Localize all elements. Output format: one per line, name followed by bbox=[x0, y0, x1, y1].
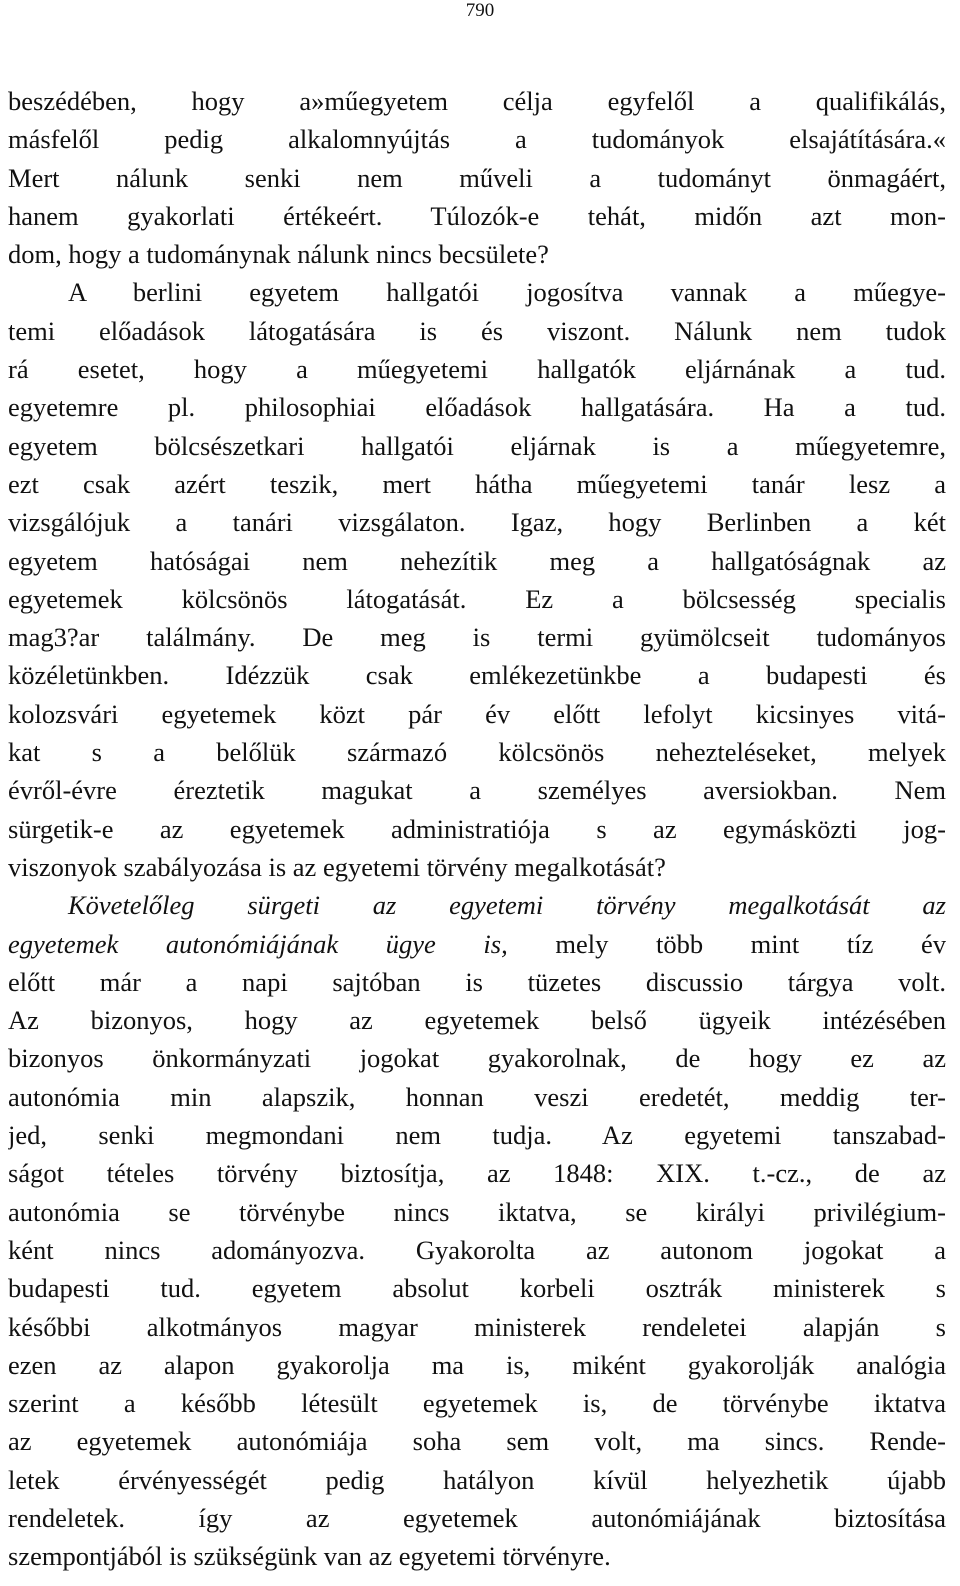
text-line: temi előadások látogatására is és viszont. Nálunk nem tudok bbox=[8, 315, 946, 346]
text-line: A berlini egyetem hallgatói jogosítva vannak a műegye- bbox=[68, 277, 946, 308]
text-line: egyetem bölcsészetkari hallgatói eljárnak is a műegyetemre, bbox=[8, 430, 946, 461]
text-line: kat s a belőlük származó kölcsönös nehezteléseket, melyek bbox=[8, 737, 946, 768]
text-line: mag3?ar találmány. De meg is termi gyümölcseit tudományos bbox=[8, 622, 946, 653]
text-line: rendeletek. így az egyetemek autonómiájának biztosítása bbox=[8, 1502, 946, 1533]
body-text bbox=[8, 82, 946, 1576]
text-line: jed, senki megmondani nem tudja. Az egyetemi tanszabad- bbox=[8, 1120, 946, 1151]
text-line: vizsgálójuk a tanári vizsgálaton. Igaz, hogy Berlinben a két bbox=[8, 507, 946, 538]
text-line: hanem gyakorlati értékeért. Túlozók-e tehát, midőn azt mon- bbox=[8, 200, 946, 231]
text-line: sürgetik-e az egyetemek administratiója s az egymásközti jog- bbox=[8, 813, 946, 844]
text-line: szempontjából is szükségünk van az egyetemi törvényre. bbox=[8, 1541, 611, 1572]
text-line: autonómia min alapszik, honnan veszi eredetét, meddig ter- bbox=[8, 1081, 946, 1112]
text-line: budapesti tud. egyetem absolut korbeli osztrák ministerek s bbox=[8, 1273, 946, 1304]
text-line: ként nincs adományozva. Gyakorolta az autonom jogokat a bbox=[8, 1234, 946, 1265]
text-line: letek érvényességét pedig hatályon kívül helyezhetik újabb bbox=[8, 1464, 946, 1495]
text-line: autonómia se törvénybe nincs iktatva, se királyi privilégium- bbox=[8, 1196, 946, 1227]
text-line: bizonyos önkormányzati jogokat gyakorolnak, de hogy ez az bbox=[8, 1043, 946, 1074]
text-line: egyetemek kölcsönös látogatását. Ez a bölcsesség specialis bbox=[8, 583, 946, 614]
text-line: kolozsvári egyetemek közt pár év előtt lefolyt kicsinyes vitá- bbox=[8, 698, 946, 729]
text-line: egyetemre pl. philosophiai előadások hallgatására. Ha a tud. bbox=[8, 392, 946, 423]
text-line: egyetemek autonómiájának ügye is, mely több mint tíz év bbox=[8, 928, 946, 959]
text-line: szerint a később létesült egyetemek is, de törvénybe iktatva bbox=[8, 1388, 946, 1419]
text-line: Mert nálunk senki nem műveli a tudományt önmagáért, bbox=[8, 162, 946, 193]
text-line: beszédében, hogy a»műegyetem célja egyfelől a qualifikálás, bbox=[8, 86, 946, 116]
text-line: dom, hogy a tudománynak nálunk nincs becsülete? bbox=[8, 239, 549, 270]
italic-text: egyetemek autonómiájának ügye is, bbox=[8, 928, 508, 959]
text-line: ságot tételes törvény biztosítja, az 1848: XIX. t.-cz., de az bbox=[8, 1158, 946, 1189]
text-line: az egyetemek autonómiája soha sem volt, ma sincs. Rende- bbox=[8, 1426, 946, 1457]
text-line: közéletünkben. Idézzük csak emlékezetünkbe a budapesti és bbox=[8, 660, 946, 691]
text-line: évről-évre éreztetik magukat a személyes aversiokban. Nem bbox=[8, 775, 946, 806]
text-line bbox=[8, 886, 946, 924]
text-line: későbbi alkotmányos magyar ministerek rendeletei alapján s bbox=[8, 1311, 946, 1342]
text-line: ezen az alapon gyakorolja ma is, miként gyakorolják analógia bbox=[8, 1349, 946, 1380]
page-number: 790 bbox=[465, 0, 495, 21]
text-line: viszonyok szabályozása is az egyetemi törvény megalkotását? bbox=[8, 851, 666, 882]
text-line: rá esetet, hogy a műegyetemi hallgatók eljárnának a tud. bbox=[8, 354, 946, 385]
text-line: ezt csak azért teszik, mert hátha műegyetemi tanár lesz a bbox=[8, 468, 946, 499]
text-line: Az bizonyos, hogy az egyetemek belső ügyeik intézésében bbox=[8, 1005, 946, 1036]
text-line: egyetem hatóságai nem nehezítik meg a hallgatóságnak az bbox=[8, 545, 946, 576]
italic-text: Követelőleg sürgeti az egyetemi törvény megalkotását az bbox=[68, 890, 946, 921]
text-line: előtt már a napi sajtóban is tüzetes discussio tárgya volt. bbox=[8, 966, 946, 997]
text-line: másfelől pedig alkalomnyújtás a tudományok elsajátítására.« bbox=[8, 124, 946, 155]
